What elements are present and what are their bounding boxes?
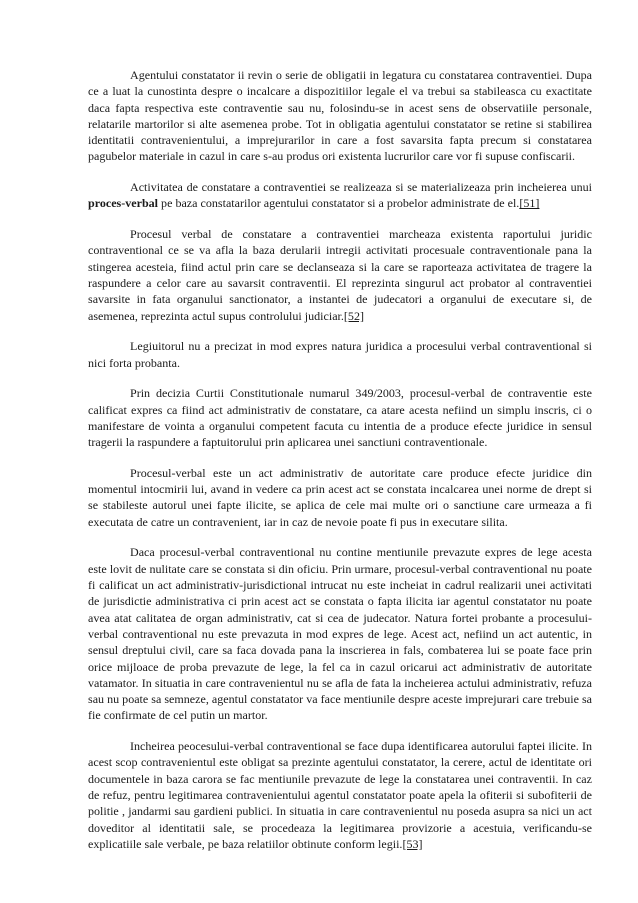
footnote-link[interactable]: [51] bbox=[519, 196, 540, 211]
paragraph-text: Prin decizia Curtii Constitutionale numarul 349/2003, procesul-verbal de contraventie este calificat expres ca fiind act administrativ de constatare, ca atare acesta nefiind un simplu inscris, ci o manifestare de vointa a organului competent facuta cu intentia de a produce efecte juridice in sensul tragerii la raspundere a faptuitorului prin aplicarea unei sanctiuni contraventionale. bbox=[88, 386, 592, 450]
paragraph bbox=[88, 67, 592, 165]
paragraph-text: Legiuitorul nu a precizat in mod expres natura juridica a procesului verbal contraventional si nici forta probanta. bbox=[88, 339, 592, 370]
paragraph bbox=[88, 179, 592, 212]
paragraph-text: Procesul verbal de constatare a contraventiei marcheaza existenta raportului juridic contraventional ce se va afla la baza derularii intregii activitati procesuale contraventionale pana la stingerea acesteia, fiind actul prin care se declanseaza si la care se raporteaza activitatea de tragere la raspundere a celor care au savarsit contraventii. El reprezinta singurul act probator al contraventiei savarsite in fata organului sanctionator, a instantei de judecatori a organului de executare si, de asemenea, reprezinta actul supus controlului judiciar. bbox=[88, 227, 592, 323]
paragraph bbox=[88, 738, 592, 852]
paragraph bbox=[88, 544, 592, 723]
footnote-link[interactable]: [53] bbox=[402, 836, 423, 851]
bold-term: proces-verbal bbox=[88, 196, 159, 211]
paragraph-text: Incheirea peocesului-verbal contraventional se face dupa identificarea autorului faptei ilicite. In acest scop contravenientul este obligat sa prezinte agentului constatator, la cerere, actul de identitate ori documentele in baza carora se fac mentiunile prevazute de lege la constatarea unei contraventii. In caz de refuz, pentru legitimarea contravenientului agentul constatator poate apela la ofiterii si subofiterii de politie , jandarmi sau gardieni publici. In situatia in care contravenientul nu poseda asupra sa nici un act doveditor al identitatii sale, se procedeaza la legitimarea provizorie a acestuia, verificandu-se explicatiile sale verbale, pe baza relatiilor obtinute conform legii. bbox=[88, 739, 592, 851]
paragraph bbox=[88, 226, 592, 324]
footnote-link[interactable]: [52] bbox=[343, 308, 364, 323]
paragraph bbox=[88, 465, 592, 530]
paragraph-text: Agentului constatator ii revin o serie de obligatii in legatura cu constatarea contraventiei. Dupa ce a luat la cunostinta despre o incalcare a dispozitiilor legale el va trebui sa stabileasca cu exactitate daca fapta respectiva este contraventie sau nu, folosindu-se in acest sens de observatiile personale, relatarile martorilor si alte asemenea probe. Tot in obligatia agentului constatator se retine si stabilirea identitatii contravenientului, a imprejurarilor in care a fost savarsita fapta precum si constatarea pagubelor materiale in cazul in care s-au produs ori existenta lucrurilor care vor fi supuse confiscarii. bbox=[88, 68, 592, 164]
paragraph-text: Activitatea de constatare a contraventiei se realizeaza si se materializeaza prin incheierea unui bbox=[130, 180, 592, 195]
paragraph bbox=[88, 385, 592, 450]
paragraph bbox=[88, 338, 592, 371]
document-page bbox=[88, 67, 592, 867]
paragraph-text: pe baza constatarilor agentului constatator si a probelor administrate de el. bbox=[158, 196, 520, 211]
paragraph-text: Procesul-verbal este un act administrativ de autoritate care produce efecte juridice din momentul intocmirii lui, avand in vedere ca prin acest act se constata incalcarea unei norme de drept si se stabileste autorul unei fapte ilicite, se aplica de cele mai multe ori o sanctiune care urmeaza a fi executata de catre un contravenient, iar in caz de nevoie poate fi pus in executare silita. bbox=[88, 465, 592, 529]
paragraph-text: Daca procesul-verbal contraventional nu contine mentiunile prevazute expres de lege acesta este lovit de nulitate care se constata si din oficiu. Prin urmare, procesul-verbal contraventional nu poate fi calificat un act administrativ-jurisdictional intrucat nu este incheiat in cadrul realizarii unei activitati de jurisdictie administrativa ci prin acest act se constata o fapta ilicita iar agentul constatator nu poate avea atat calitatea de organ administrativ, cat si cea de judecator. Natura fortei probante a procesului-verbal contraventional nu este prevazuta in mod expres de lege. Acest act, nefiind un act autentic, in sensul dreptului civil, care sa faca dovada pana la inscrierea in fals, combaterea lui se poate face prin orice mijloace de proba prevazute de lege, la fel ca in cazul oricarui act administrativ de autoritate vatamator. In situatia in care contravenientul nu se afla de fata la incheierea actului administrativ, refuza sau nu poate sa semneze, agentul constatator va face mentiunile despre aceste imprejurari care trebuie sa fie confirmate de cel putin un martor. bbox=[88, 545, 592, 723]
